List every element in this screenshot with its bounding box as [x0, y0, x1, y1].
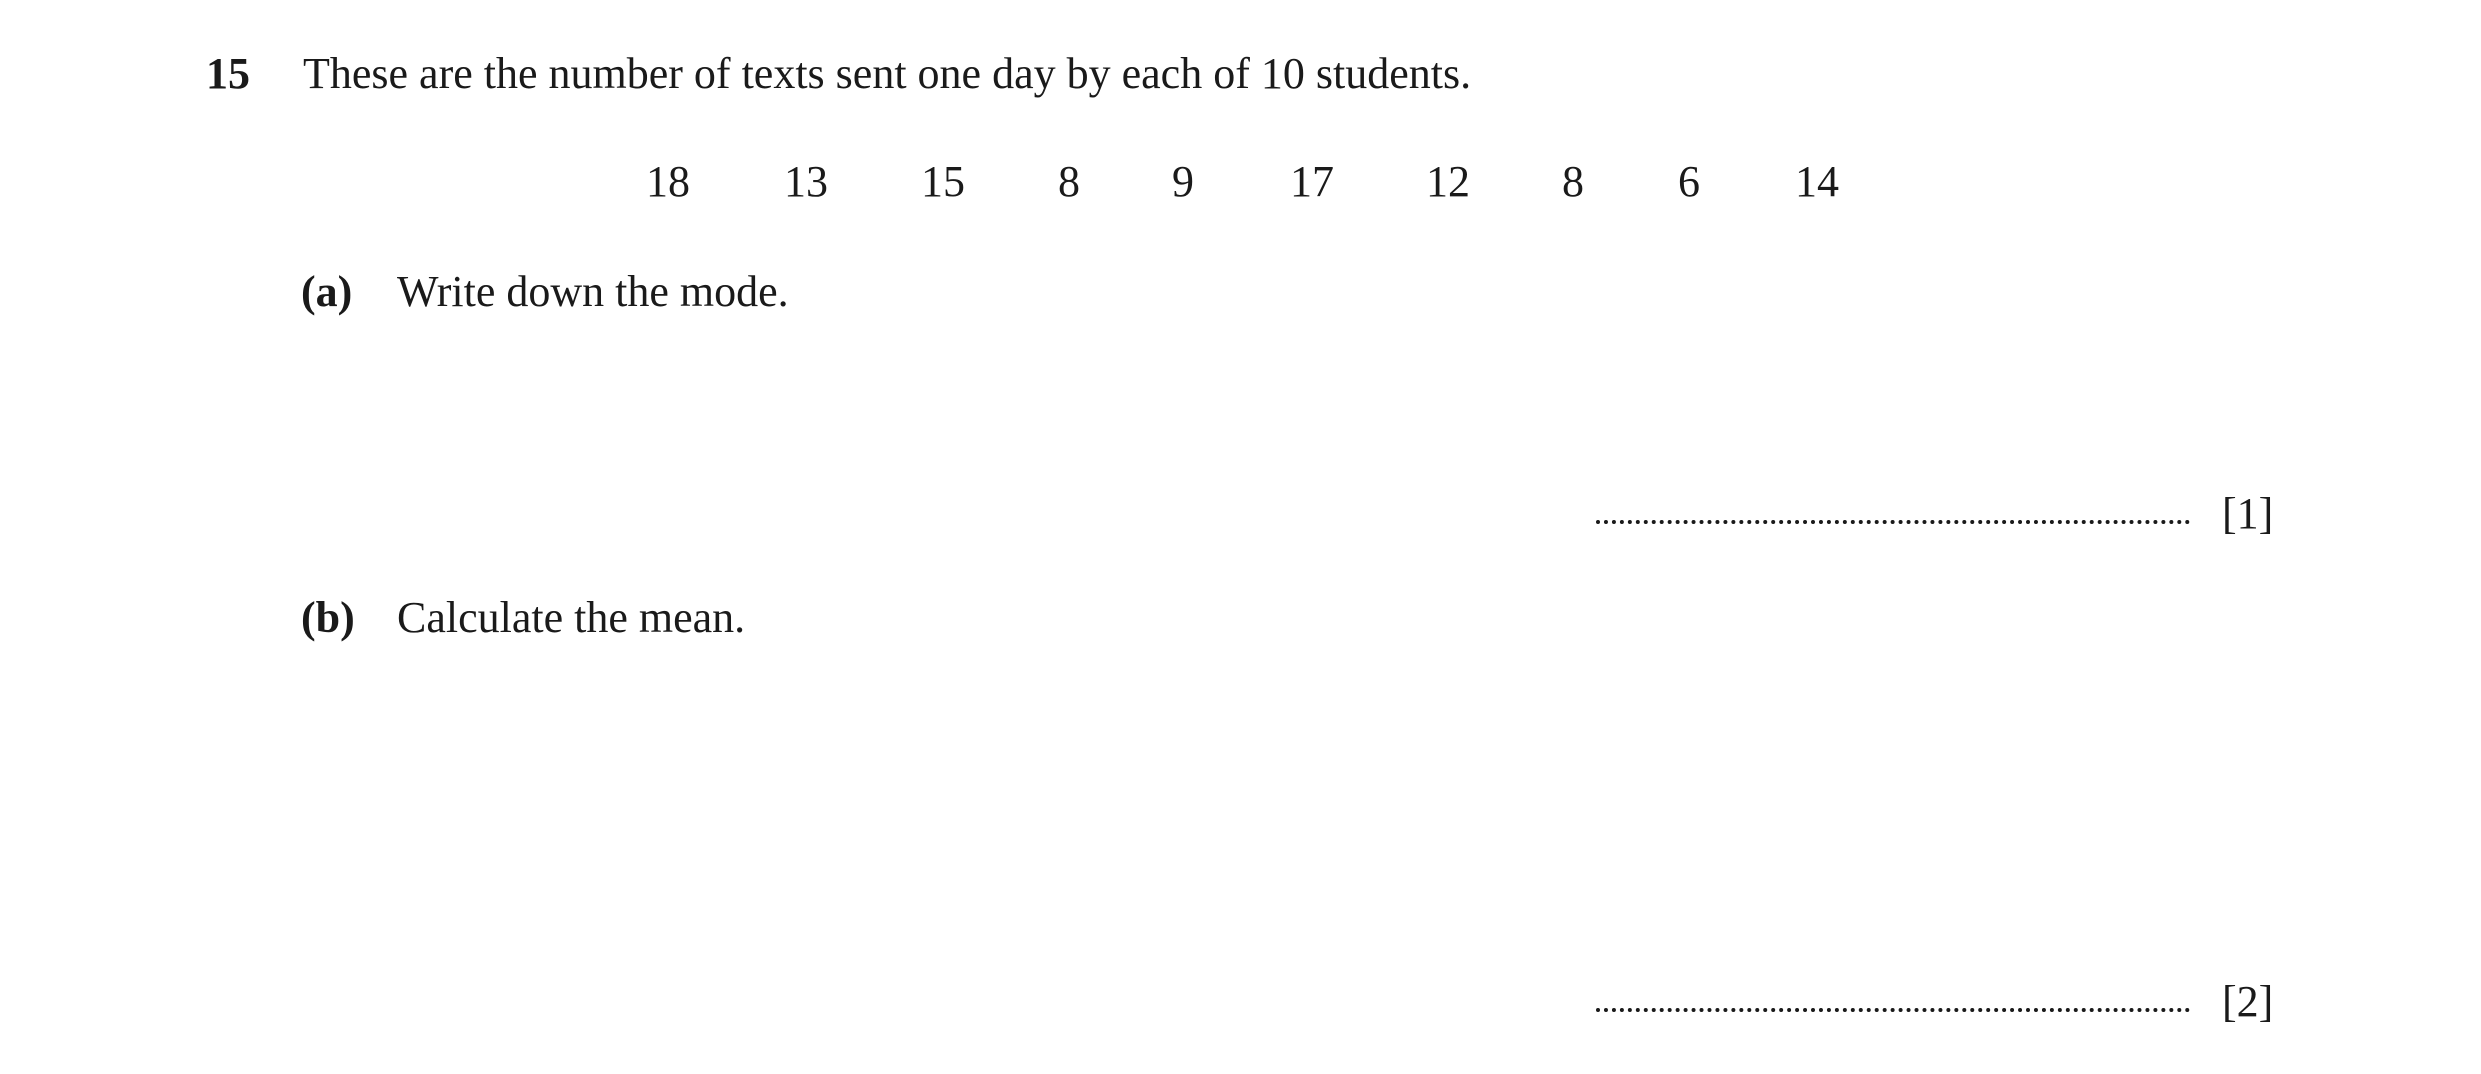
data-value: 9 [1172, 157, 1194, 206]
data-value: 18 [646, 157, 690, 206]
question-stem: These are the number of texts sent one day by each of 10 students. [303, 49, 1472, 98]
data-value: 17 [1290, 157, 1334, 206]
data-value: 8 [1058, 157, 1080, 206]
data-values-row [0, 152, 2481, 212]
part-b-marks: [2] [2222, 977, 2274, 1026]
part-a-label: (a) [301, 267, 353, 316]
part-a-answer-line[interactable] [1596, 520, 2190, 524]
data-value: 13 [784, 157, 828, 206]
data-value: 12 [1426, 157, 1470, 206]
part-b-label: (b) [301, 593, 355, 642]
data-value: 14 [1795, 157, 1839, 206]
data-value: 6 [1678, 157, 1700, 206]
question-number: 15 [206, 49, 250, 98]
part-a-marks: [1] [2222, 489, 2274, 538]
part-b-text: Calculate the mean. [397, 593, 746, 642]
data-value: 8 [1562, 157, 1584, 206]
part-a-text: Write down the mode. [397, 267, 789, 316]
part-b-answer-line[interactable] [1596, 1008, 2190, 1012]
data-value: 15 [921, 157, 965, 206]
